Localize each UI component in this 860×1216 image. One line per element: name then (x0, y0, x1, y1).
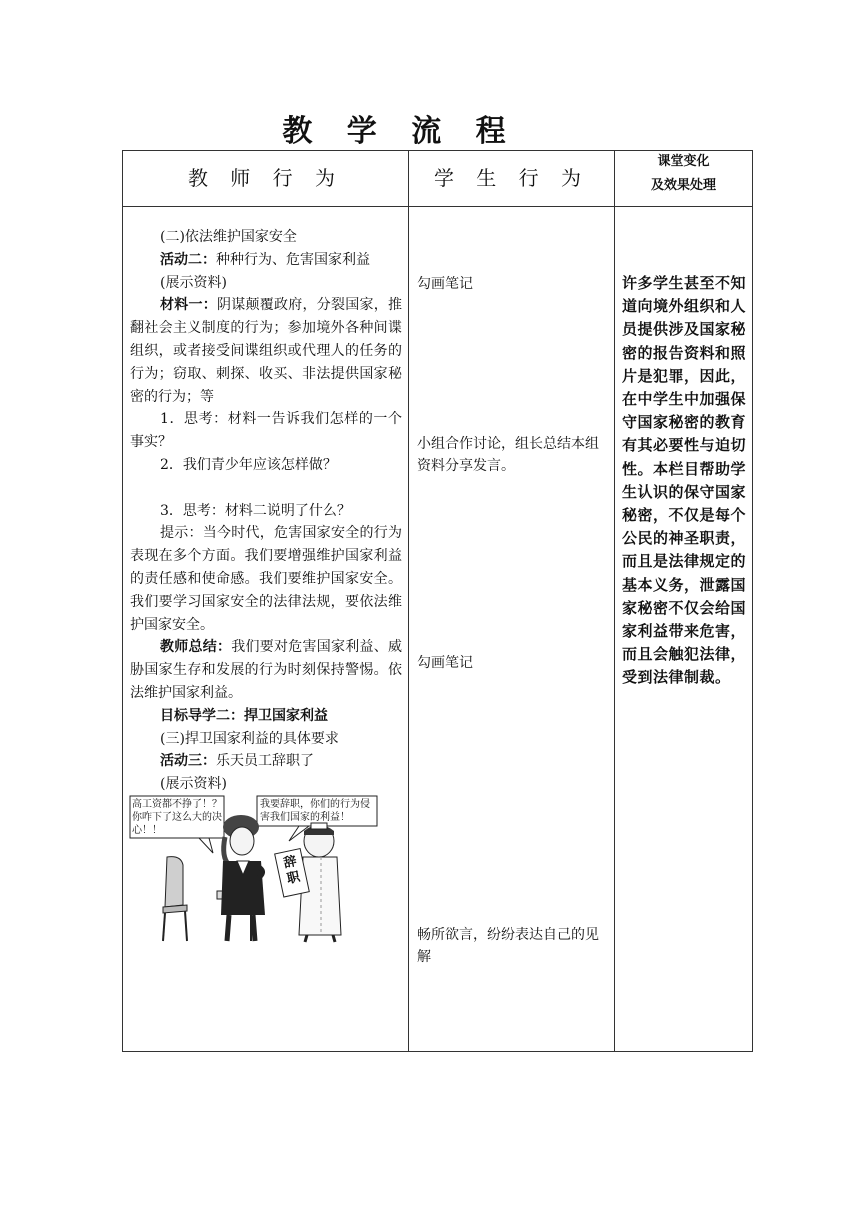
teacher-para: 提示：当今时代，危害国家安全的行为表现在多个方面。我们要增强维护国家利益的责任感和使命感。我们要维护国家安全。我们要学习国家安全的法律法规，要依法维护国家安全。 (130, 525, 402, 633)
header-divider (123, 206, 752, 207)
summary-label: 教师总结： (160, 639, 232, 656)
teacher-para (130, 750, 402, 773)
teacher-para: (二)依法维护国家安全 (160, 229, 297, 245)
teacher-para: (展示资料) (160, 274, 227, 291)
resignation-letter-text: 辞职 (282, 853, 302, 888)
teacher-para: (展示资料) (160, 776, 227, 793)
teacher-para (130, 636, 402, 704)
activity-label: 活动三： (160, 753, 216, 770)
teacher-para (130, 249, 402, 272)
teacher-para: 2．我们青少年应该怎样做？ (160, 456, 337, 473)
header-teacher: 教 师 行 为 (187, 166, 344, 190)
activity-text: 乐天员工辞职了 (216, 753, 314, 770)
column-divider (614, 151, 615, 1051)
teacher-para (130, 294, 402, 408)
student-note: 小组合作讨论，组长总结本组资料分享发言。 (417, 436, 599, 474)
student-note: 勾画笔记 (417, 276, 473, 292)
column-divider (408, 151, 409, 1051)
blank-line (130, 477, 402, 500)
header-effect-line2: 及效果处理 (650, 178, 716, 193)
teacher-para: 3．思考：材料二说明了什么？ (160, 502, 351, 519)
effect-text: 许多学生甚至不知道向境外组织和人员提供涉及国家秘密的报告资料和照片是犯罪，因此，在中学生中加强保守国家秘密的教育有其必要性与迫切性。本栏目帮助学生认识的保守国家秘密，不仅是每个公民的神圣职责，而且是法律规定的基本义务，泄露国家秘密不仅会给国家利益带来危害，而且会触犯法律，受到法律制裁。 (622, 274, 747, 687)
material-label: 材料一： (160, 297, 217, 314)
page-title: 教 学 流 程 (282, 114, 518, 149)
activity-text: 种种行为、危害国家利益 (216, 251, 370, 268)
right-bubble-text: 我要辞职，你们的行为侵害我们国家的利益！ (260, 799, 370, 823)
activity-label: 活动二： (160, 251, 216, 268)
student-note: 畅所欲言，纷纷表达自己的见解 (417, 927, 599, 965)
cartoon-illustration (129, 795, 397, 943)
teacher-para: (三)捍卫国家利益的具体要求 (160, 730, 339, 747)
material-text: 阴谋颠覆政府，分裂国家，推翻社会主义制度的行为；参加境外各种间谍组织，或者接受间谍组织或代理人的任务的行为；窃取、刺探、收买、非法提供国家秘密的行为；等 (130, 297, 402, 405)
teacher-column (130, 226, 402, 796)
student-note: 勾画笔记 (417, 655, 473, 671)
header-effect-line1: 课堂变化 (657, 154, 710, 169)
teacher-para: 1．思考：材料一告诉我们怎样的一个事实？ (130, 411, 402, 451)
summary-text: 我们要对危害国家利益、威胁国家生存和发展的行为时刻保持警惕。依法维护国家利益。 (130, 639, 402, 701)
goal-heading: 目标导学二：捍卫国家利益 (160, 707, 328, 724)
header-student: 学 生 行 为 (433, 166, 590, 190)
left-bubble-text: 高工资都不挣了！？你咋下了这么大的决心！！ (132, 799, 222, 836)
header-effect (615, 150, 752, 198)
